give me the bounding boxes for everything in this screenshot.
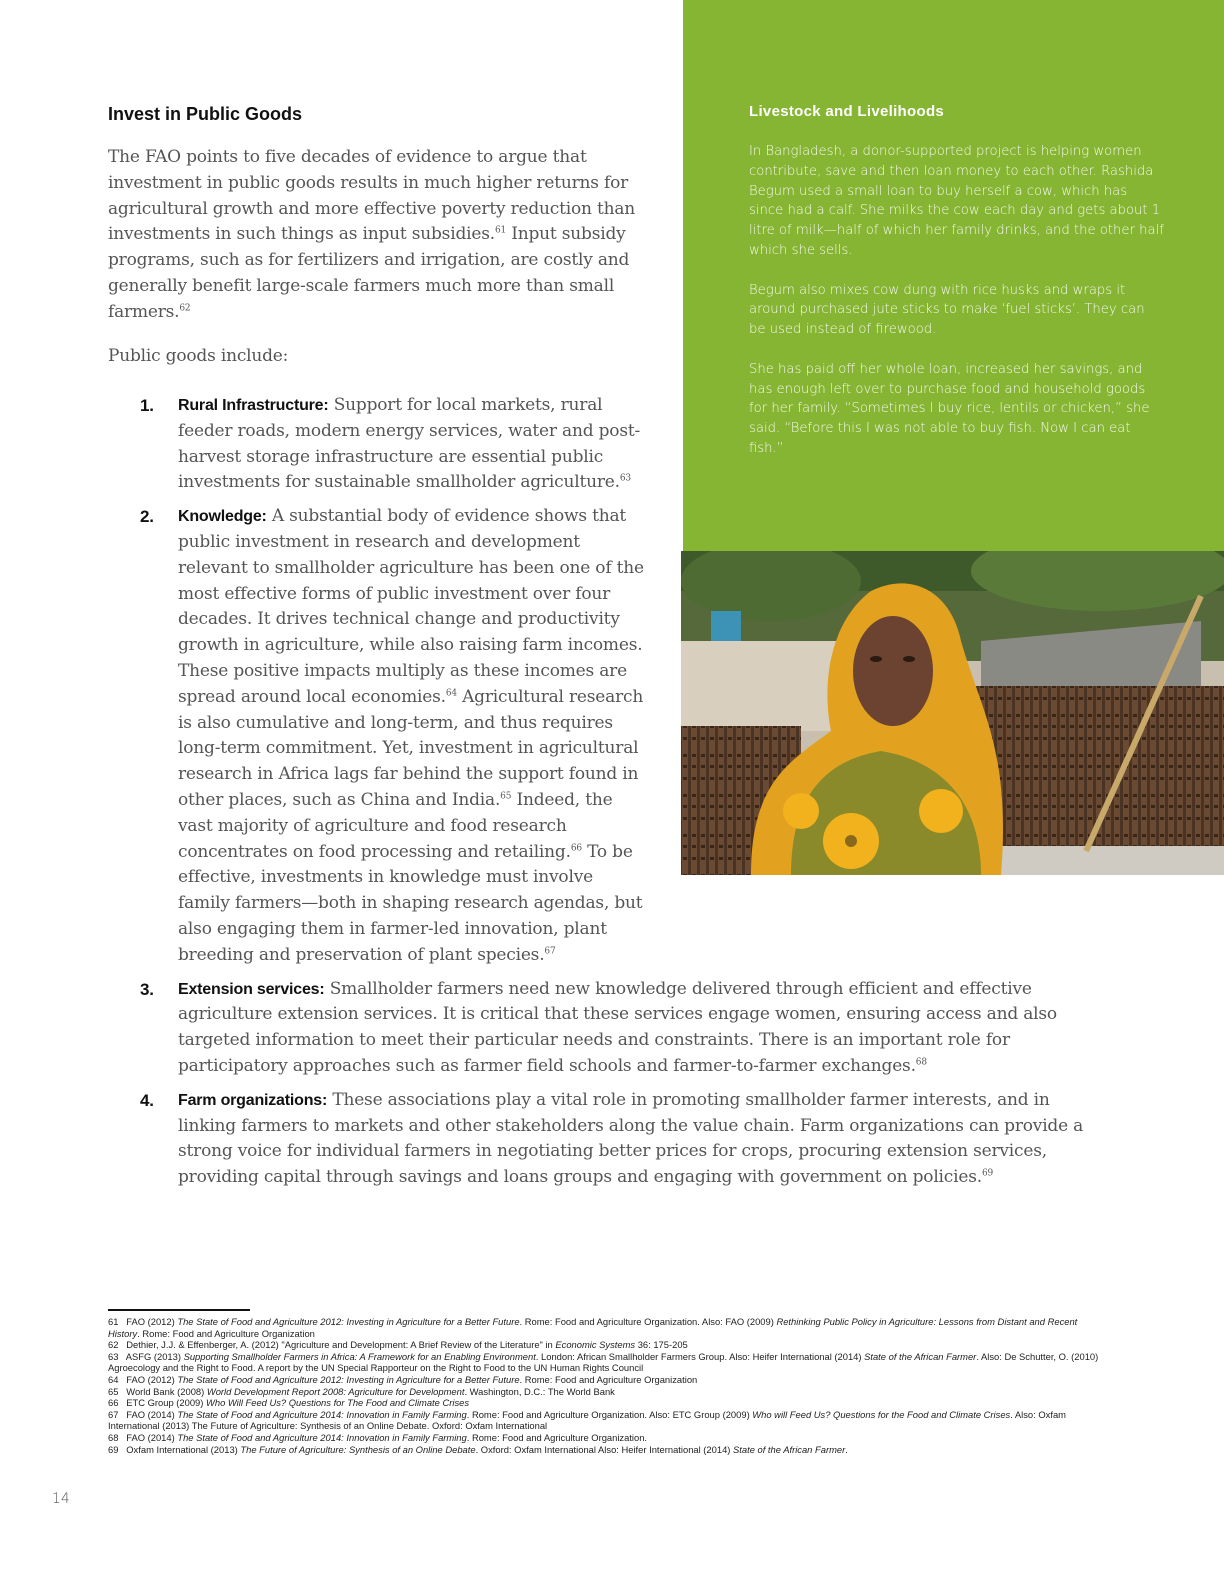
intro-paragraph [108, 145, 653, 326]
footnote: 69 Oxfam International (2013) The Future of Agriculture: Synthesis of an Online Debate. Oxford: Oxfam International Also: Heifer International (2014) State of the African Farmer. [108, 1443, 848, 1455]
list-term: Extension services: [178, 980, 325, 998]
list-term: Farm organizations: [178, 1091, 328, 1109]
footnote-ref[interactable]: 64 [445, 688, 457, 699]
footnote-ref[interactable]: 67 [544, 946, 556, 957]
footnote-ref[interactable]: 61 [494, 225, 507, 236]
footnote: 61 FAO (2012) The State of Food and Agriculture 2012: Investing in Agriculture for a Better Future. Rome: Food and Agriculture Organization. Also: FAO (2009) Rethinking Public Policy in Agriculture: Lessons from Distant and Recent History. Rome: Food and Agriculture Organization [108, 1316, 1078, 1339]
footnote: 66 ETC Group (2009) Who Will Feed Us? Questions for The Food and Climate Crises [108, 1397, 470, 1409]
footnote-ref[interactable]: 63 [619, 473, 631, 484]
footnote-ref[interactable]: 66 [570, 842, 582, 853]
footnote: 65 World Bank (2008) World Development Report 2008: Agriculture for Development. Washington, D.C.: The World Bank [108, 1385, 615, 1397]
list-item-knowledge [140, 504, 648, 968]
list-item-farm-organizations [140, 1088, 1108, 1191]
list-text: Smallholder farmers need new knowledge delivered through efficient and effective agriculture extension services. It is critical that these services engage women, ensuring access and also targeted information to meet their particular needs and constraints. There is an important role for participatory approaches such as farmer field schools and farmer-to-farmer exchanges. [178, 978, 1057, 1076]
photo-woman-fuel-sticks [681, 551, 1224, 875]
list-item-extension-services [140, 977, 1078, 1080]
list-number: 3. [140, 979, 154, 999]
intro-text-1: The FAO points to five decades of evidence to argue that investment in public goods results in much higher returns for agricultural growth and more effective poverty reduction than investments in such things as input subsidies. [108, 147, 636, 245]
list-text: Agricultural research is also cumulative and long-term, and thus requires long-term commitment. Yet, investment in agricultural research in Africa lags far behind the support found in other places, such as China and India. [178, 686, 644, 810]
sidebar-paragraph: Begum also mixes cow dung with rice husks and wraps it around purchased jute sticks to make ‘fuel sticks’. They can be used instead of firewood. [749, 282, 1145, 338]
list-text: These associations play a vital role in promoting smallholder farmer interests, and in linking farmers to markets and other stakeholders along the value chain. Farm organizations can provide a strong voice for individual farmers in negotiating better prices for crops, procuring extension services, providing capital through savings and loans groups and engaging with government on policies. [178, 1089, 1084, 1188]
intro-text-2: Input subsidy programs, such as for fertilizers and irrigation, are costly and generally benefit large-scale farmers much more than small farmers. [108, 224, 630, 322]
footnote-ref[interactable]: 65 [500, 791, 512, 802]
list-term: Knowledge: [178, 508, 267, 526]
main-column [108, 104, 653, 387]
sidebar-body [749, 142, 1164, 479]
list-text: To be effective, investments in knowledge must involve family farmers—both in shaping research agendas, but also engaging them in farmer-led innovation, plant breeding and preservation of plant species. [178, 841, 643, 965]
footnote-divider [108, 1309, 250, 1311]
footnote: 68 FAO (2014) The State of Food and Agriculture 2014: Innovation in Family Farming. Rome: Food and Agriculture Organization. [108, 1431, 648, 1443]
list-lead: Public goods include: [108, 345, 289, 366]
list-text: Support for local markets, rural feeder roads, modern energy services, water and post-harvest storage infrastructure are essential public investments for sustainable smallholder agriculture. [178, 395, 641, 493]
sidebar-box [683, 0, 1224, 551]
footnotes [108, 1316, 1108, 1455]
footnote: 67 FAO (2014) The State of Food and Agriculture 2014: Innovation in Family Farming. Rome: Food and Agriculture Organization. Also: ETC Group (2009) Who will Feed Us? Questions for the Food and Climate Crises. Also: Oxfam International (2013) The Future of Agriculture: Synthesis of an Online Debate. Oxford: Oxfam International [108, 1408, 1066, 1432]
page-number: 14 [52, 1491, 70, 1507]
footnote: 62 Dethier, J.J. & Effenberger, A. (2012) "Agriculture and Development: A Brief Review of the Literature" in Economic Systems 36: 175-205 [108, 1339, 688, 1351]
list-number: 4. [140, 1090, 154, 1110]
list-text: Indeed, the vast majority of agriculture and food research concentrates on food processing and retailing. [178, 789, 613, 862]
footnote: 64 FAO (2012) The State of Food and Agriculture 2012: Investing in Agriculture for a Better Future. Rome: Food and Agriculture Organization [108, 1373, 698, 1385]
list-item-rural-infrastructure [140, 393, 650, 496]
list-number: 1. [140, 396, 154, 415]
section-heading: Invest in Public Goods [108, 104, 303, 124]
list-term: Rural Infrastructure: [178, 397, 329, 414]
sidebar-paragraph: In Bangladesh, a donor-supported project is helping women contribute, save and then loan money to each other. Rashida Begum used a small loan to buy herself a cow, which has since had a calf. She milks the cow each day and gets about 1 litre of milk—half of which her family drinks, and the other half which she sells. [749, 144, 1164, 258]
sidebar-paragraph: She has paid off her whole loan, increased her savings, and has enough left over to purchase food and household goods for her family. “Sometimes I buy rice, lentils or chicken,” she said. “Before this I was not able to buy fish. Now I can eat fish.” [749, 361, 1150, 456]
footnote-ref[interactable]: 69 [981, 1168, 993, 1179]
list-number: 2. [140, 507, 154, 527]
footnote: 63 ASFG (2013) Supporting Smallholder Farmers in Africa: A Framework for an Enabling Environment. London: African Smallholder Farmers Group. Also: Heifer International (2014) State of the African Farmer. Also: De Schutter, O. (2010) Agroecology and the Right to Food. A report by the UN Special Rapporteur on the Right to Food to the UN Human Rights Council [108, 1350, 1099, 1374]
sidebar-title: Livestock and Livelihoods [749, 103, 945, 120]
footnote-ref[interactable]: 68 [915, 1057, 927, 1068]
footnote-ref[interactable]: 62 [179, 303, 191, 314]
list-text: A substantial body of evidence shows that public investment in research and development relevant to smallholder agriculture has been one of the most effective forms of public investment over four decades. It drives technical change and productivity growth in agriculture, while also raising farm incomes. These positive impacts multiply as these incomes are spread around local economies. [178, 506, 644, 707]
